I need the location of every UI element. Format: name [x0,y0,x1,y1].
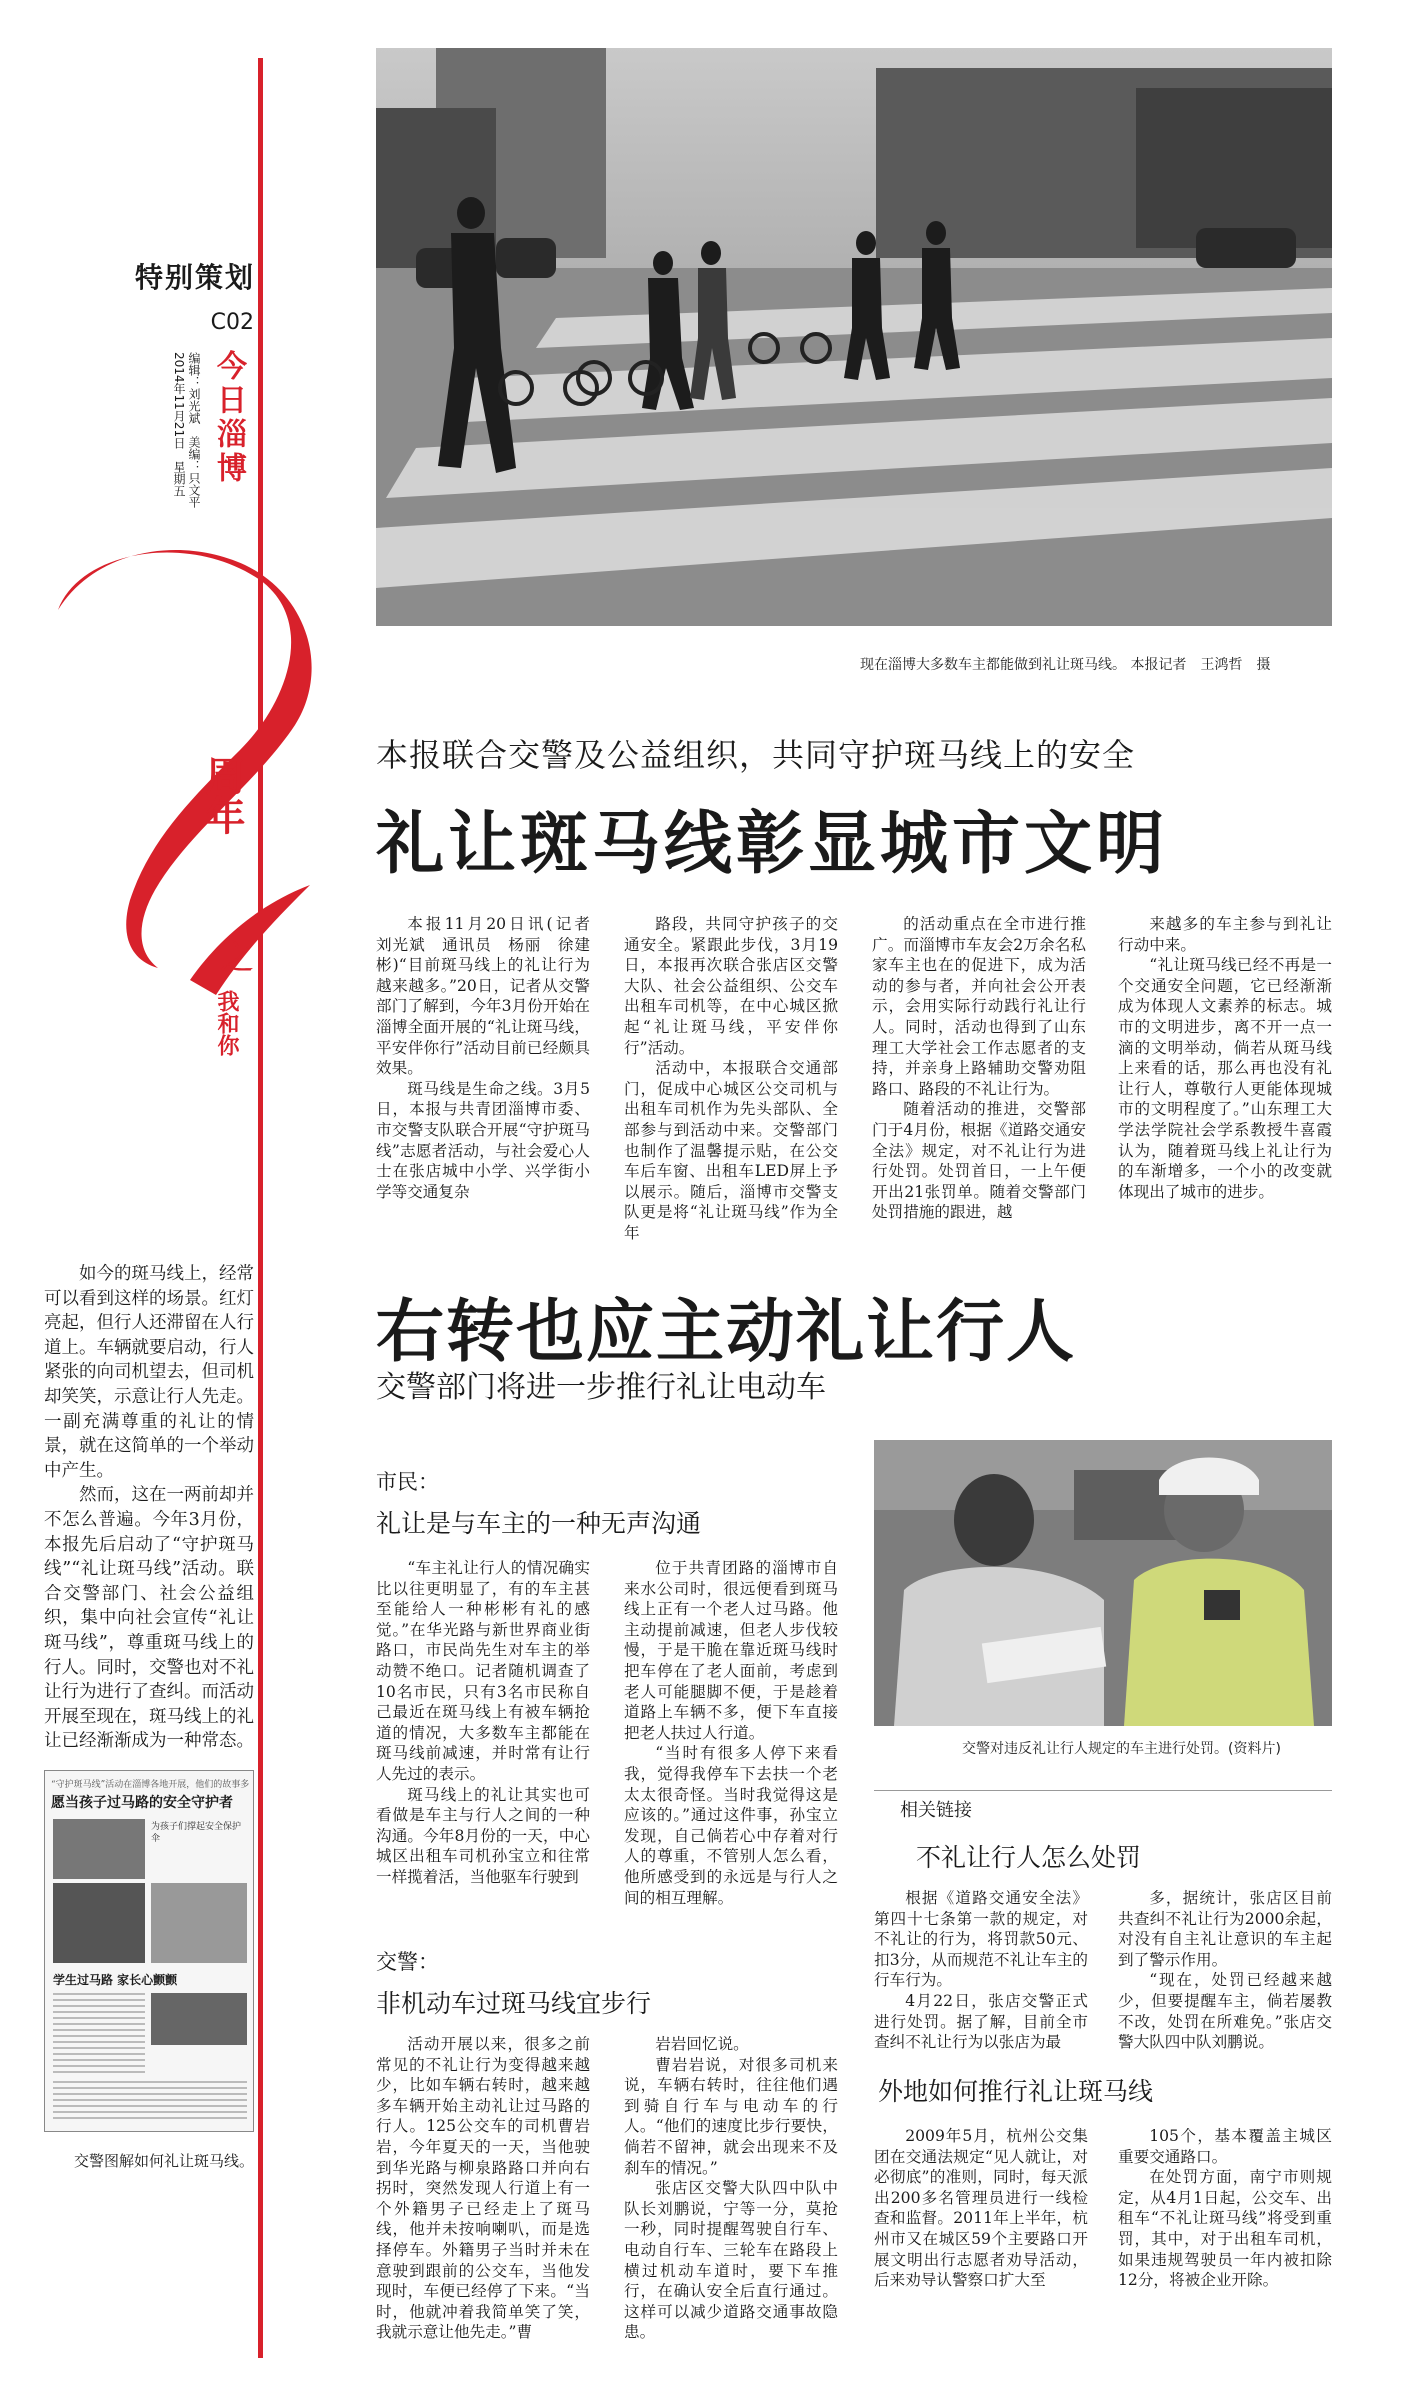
part2-title: 非机动车过斑马线宜步行 [376,1989,652,2018]
thumbnail-caption: 交警图解如何礼让斑马线。 [74,2152,255,2170]
crosswalk-photo [376,48,1332,626]
paragraph: 来越多的车主参与到礼让行动中来。 [1118,915,1332,954]
paragraph: 4月22日，张店交警正式进行处罚。据了解，目前全市查纠不礼让行为以张店为最 [874,1991,1088,2052]
paragraph: “车主礼让行人的情况确实比以往更明显了，有的车主甚至能给人一种彬彬有礼的感觉。”在华光路与新世界商业街路口，市民尚先生对车主的举动赞不绝口。记者随机调查了10名市民，只有3名市民称自己最近在斑马线上有被车辆抢道的情况，大多数车主都能在斑马线前减速，并时常有让行人先过的表示。 [376,1559,590,1783]
related-column [1118,2126,1332,2346]
related-column [874,1888,1088,2052]
paragraph: “现在，处罚已经越来越少，但要提醒车主，倘若屡教不改，处罚在所难免。”张店交警大队四中队刘鹏说。 [1118,1971,1332,2052]
thumbnail-text-block [53,2081,247,2121]
page-code: C02 [210,310,254,335]
date-line: 2014年11月21日 星期五 [172,352,186,498]
paragraph: 的活动重点在全市进行推广。而淄博市车友会2万余名私家车主也在的促进下，成为活动的参与者，并向社会公开表示，会用实际行动践行礼让行人。同时，活动也得到了山东理工大学社会工作志愿者的支持，并亲身上路辅助交警劝阻路口、路段的不礼让行为。 [872,915,1086,1098]
intro-paragraph: 如今的斑马线上，经常可以看到这样的场景。红灯亮起，但行人还滞留在人行道上。车辆就要启动，行人紧张的向司机望去，但司机却笑笑，示意让行人先走。一副充满尊重的礼让的情景，就在这简单的一个举动中产生。 [44,1264,254,1481]
related-rule [874,1790,1332,1791]
part1-label: 市民： [376,1470,439,1494]
paragraph: 张店区交警大队四中队中队长刘鹏说，宁等一分，莫抢一秒，同时提醒驾驶自行车、电动自行车、三轮车在路段上横过机动车道时，要下车推行，在确认安全后直行通过。这样可以减少道路交通事故隐患。 [624,2179,838,2342]
anniversary-logo [40,540,320,1000]
paragraph: 本报11月20日讯(记者 刘光斌 通讯员 杨丽 徐建彬)“目前斑马线上的礼让行为越来越多。”20日，记者从交警部门了解到，今年3月份开始在淄博全面开展的“礼让斑马线，平安伴你行”活动目前已经颇具效果。 [376,915,606,1078]
story1-column [1118,914,1332,1272]
anniversary-word: 周年 [199,755,245,835]
part2-label: 交警： [376,1950,439,1974]
section-title: 特别策划 [134,261,255,294]
story2-subhead: 交警部门将进一步推行礼让电动车 [376,1370,826,1405]
paragraph: 根据《道路交通安全法》第四十七条第一款的规定，对不礼让的行为，将罚款50元、扣3分，从而规范不礼让车主的行车行为。 [874,1889,1088,1990]
related-label: 相关链接 [900,1800,972,1821]
thumbnail-headline: 愿当孩子过马路的安全守护者 [51,1795,233,1811]
related-column [1118,1888,1332,2052]
thumbnail-side-text: 为孩子们撑起安全保护伞 [151,1822,242,1844]
paragraph: 位于共青团路的淄博市自来水公司时，很远便看到斑马线上正有一个老人过马路。他主动提前减速，但老人步伐较慢，于是干脆在靠近斑马线时把车停在了老人面前，考虑到老人可能腿脚不便，于是趁着道路上车辆不多，便下车直接把老人扶过人行道。 [624,1559,838,1742]
story1-kicker: 本报联合交警及公益组织，共同守护斑马线上的安全 [376,736,1136,774]
paragraph: 斑马线上的礼让其实也可看做是车主与行人之间的一种沟通。今年8月份的一天，中心城区出租车司机孙宝立和往常一样揽着活，当他驱车行驶到 [376,1785,590,1886]
related-title-1: 不礼让行人怎么处罚 [916,1843,1142,1872]
part1-column [624,1558,838,1958]
editor-line: 编辑：刘光斌 美编：只文平 [187,352,201,508]
thumbnail-top-line: “守护斑马线”活动在淄博各地开展，他们的故事多 [51,1780,250,1790]
thumbnail-photo [151,1883,247,1963]
police-photo-caption: 交警对违反礼让行人规定的车主进行处罚。(资料片) [962,1741,1281,1757]
paragraph: 105个，基本覆盖主城区重要交通路口。 [1118,2127,1332,2166]
thumbnail-photo [53,1819,145,1879]
part1-column [376,1558,590,1958]
thumbnail-photo [53,1883,145,1963]
top-photo-caption: 现在淄博大多数车主都能做到礼让斑马线。 本报记者 王鸿哲 摄 [860,657,1271,673]
paragraph: 曹岩岩说，对很多司机来说，车辆右转时，往往他们遇到骑自行车与电动车的行人。“他们的速度比步行要快，倘若不留神，就会出现来不及刹车的情况。” [624,2055,838,2177]
rail-red-line [258,58,263,2358]
story1-column [376,914,606,1272]
paragraph: 岩岩回忆说。 [655,2035,749,2053]
thumbnail-text-block [53,1993,145,2073]
intro-column [44,1262,254,1754]
slogan: 我和你 [214,990,239,1056]
diagram-thumbnail [44,1770,254,2132]
story1-column [624,914,838,1272]
paragraph: 随着活动的推进，交警部门于4月份，根据《道路交通安全法》规定，对不礼让行为进行处罚。处罚首日，一上午便开出21张罚单。随着交警部门处罚措施的跟进，越 [872,1100,1086,1222]
slogan-mark: 之 [220,938,254,978]
paragraph: 活动开展以来，很多之前常见的不礼让行为变得越来越少，比如车辆右转时，越来越多车辆开始主动礼让过马路的行人。125公交车的司机曹岩岩，今年夏天的一天，当他驶到华光路与柳泉路路口并向右拐时，突然发现人行道上有一个外籍男子已经走上了斑马线，他并未按响喇叭，而是选择停车。外籍男子当时并未在意驶到跟前的公交车，当他发现时，车便已经停了下来。“当时，他就冲着我简单笑了笑，我就示意让他先走。”曹 [376,2035,590,2342]
paragraph: “当时有很多人停下来看我，觉得我停车下去扶一个老太太很奇怪。当时我觉得这是应该的。”通过这件事，孙宝立发现，自己倘若心中存着对行人的尊重，不管别人怎么看，他所感受到的永远是与行人之间的相互理解。 [624,1744,838,1907]
thumbnail-photo [151,1993,247,2045]
related-column [874,2126,1088,2346]
paragraph: 路段，共同守护孩子的交通安全。紧跟此步伐，3月19日，本报再次联合张店区交警大队、社会公益组织、公交车出租车司机等，在中心城区掀起“礼让斑马线，平安伴你行”活动。 [624,915,838,1057]
police-photo [874,1440,1332,1726]
part1-title: 礼让是与车主的一种无声沟通 [376,1509,702,1538]
paragraph: 在处罚方面，南宁市则规定，从4月1日起，公交车、出租车“不礼让斑马线”将受到重罚，其中，对于出租车司机，如果违规驾驶员一年内被扣除12分，将被企业开除。 [1118,2168,1332,2290]
paper-name: 今日淄博 [211,350,246,486]
story2-headline: 右转也应主动礼让行人 [376,1293,1077,1372]
paragraph: 活动中，本报联合交通部门，促成中心城区公交司机与出租车司机作为先头部队、全部参与到活动中来。交警部门也制作了温馨提示贴，在公交车后车窗、出租车LED屏上予以展示。随后，淄博市交警支队更是将“礼让斑马线”作为全年 [624,1059,838,1242]
part2-column [624,2034,838,2364]
intro-paragraph: 然而，这在一两前却并不怎么普遍。今年3月份，本报先后启动了“守护斑马线”“礼让斑马线”活动。联合交警部门、社会公益组织，集中向社会宣传“礼让斑马线”，尊重斑马线上的行人。同时，交警也对不礼让行为进行了查纠。而活动开展至现在，斑马线上的礼让已经渐渐成为一种常态。 [44,1485,254,1752]
issue-info [170,352,200,512]
paragraph: 2009年5月，杭州公交集团在交通法规定“见人就让，对必彻底”的准则，同时，每天派出200多名管理员进行一线检查和监督。2011年上半年，杭州市又在城区59个主要路口开展文明出行志愿者劝导活动，后来劝导认警察口扩大至 [874,2127,1088,2290]
part2-column [376,2034,590,2364]
paragraph: “礼让斑马线已经不再是一个交通安全问题，它已经渐渐成为体现人文素养的标志。城市的文明进步，离不开一点一滴的文明举动，倘若从斑马线上来看的话，那么再也没有礼让行人，尊敬行人更能体现城市的文明程度了。”山东理工大学法学院社会学系教授牛喜霞认为，随着斑马线上礼让行为的车渐增多，一个小的改变就体现出了城市的进步。 [1118,956,1332,1201]
related-title-2: 外地如何推行礼让斑马线 [878,2077,1154,2106]
paragraph: 多，据统计，张店区目前共查纠不礼让行为2000余起，对没有自主礼让意识的车主起到了警示作用。 [1118,1889,1332,1969]
thumbnail-mid-headline: 学生过马路 家长心颤颤 [53,1973,178,1987]
paragraph: 斑马线是生命之线。3月5日，本报与共青团淄博市委、市交警支队联合开展“守护斑马线”志愿者活动，与社会爱心人士在张店城中小学、兴学街小学等交通复杂 [376,1079,590,1201]
story1-column [872,914,1086,1272]
story1-headline: 礼让斑马线彰显城市文明 [376,805,1169,884]
